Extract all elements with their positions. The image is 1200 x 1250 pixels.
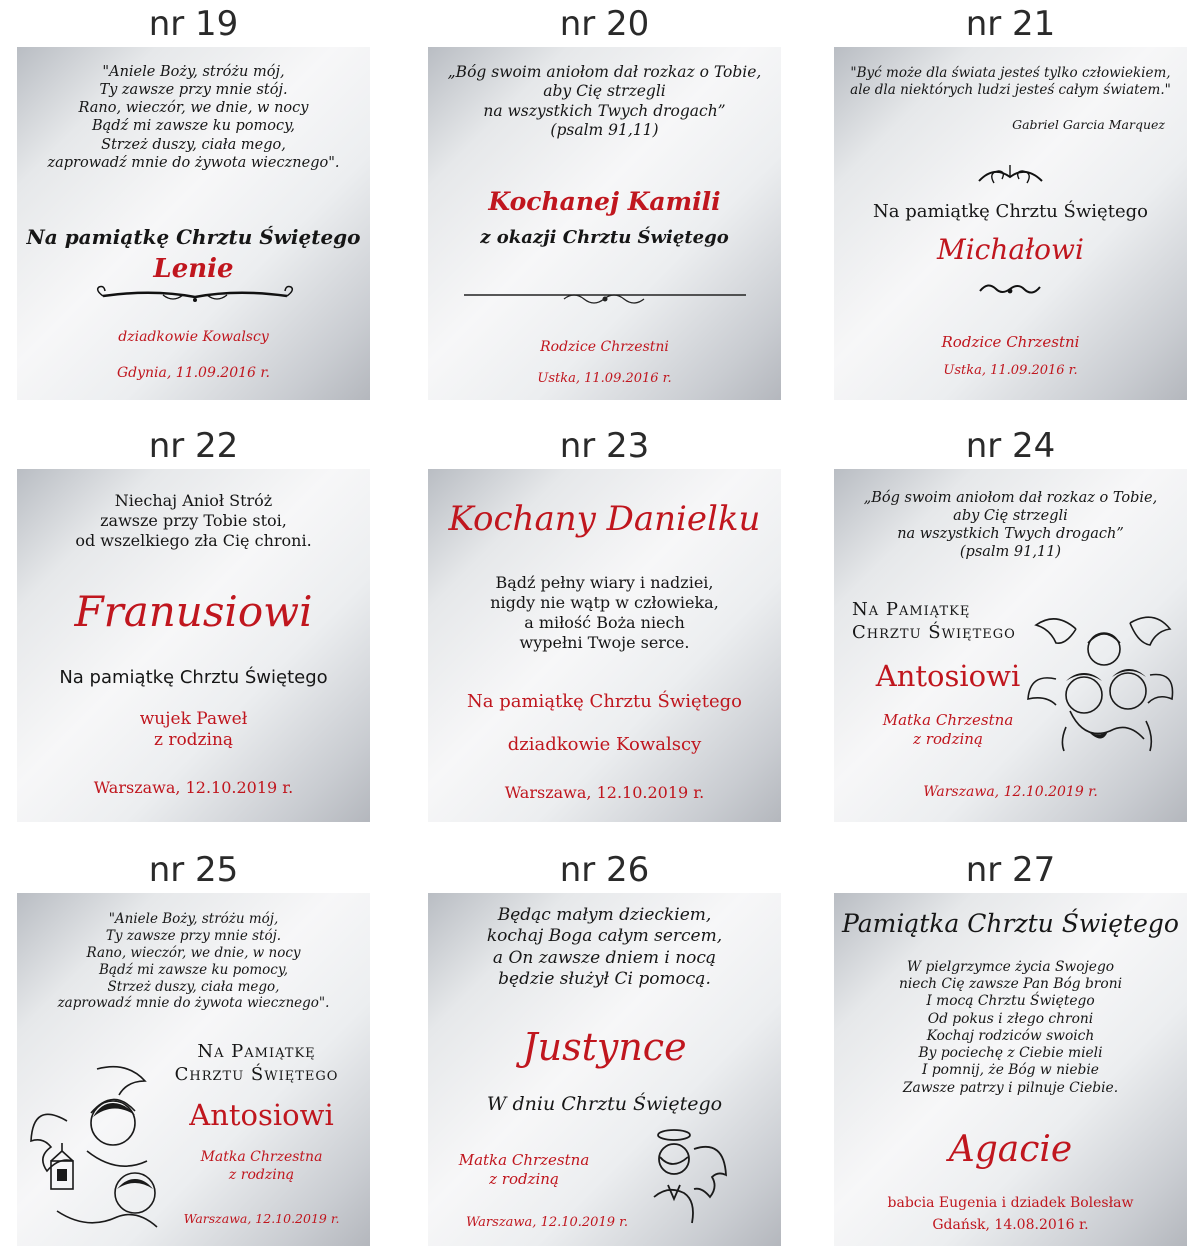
plate-19-from: dziadkowie Kowalscy — [118, 329, 269, 345]
plate-19-headline: Na pamiątkę Chrztu Świętego — [26, 225, 361, 249]
plate-19-date: Gdynia, 11.09.2016 r. — [116, 365, 270, 381]
plate-22-headline: Na pamiątkę Chrztu Świętego — [59, 667, 328, 688]
label-nr-23: nr 23 — [559, 426, 650, 466]
plate-24-name: Antosiowi — [875, 659, 1021, 693]
plate-24-verse: „Bóg swoim aniołom dał rozkaz o Tobie, aby Cię strzegli na wszystkich Twych drogach” (psalm 91,11) — [863, 490, 1158, 561]
plate-nr-27 — [834, 893, 1187, 1246]
plate-nr-19 — [17, 47, 370, 400]
plate-25-from: Matka Chrzestna z rodziną — [200, 1149, 323, 1183]
plate-20-from: Rodzice Chrzestni — [540, 339, 669, 355]
plate-23-headline: Na pamiątkę Chrztu Świętego — [467, 691, 742, 712]
plate-21-author: Gabriel Garcia Marquez — [1012, 117, 1165, 132]
plate-26-date: Warszawa, 12.10.2019 r. — [465, 1215, 629, 1230]
plate-21-headline: Na pamiątkę Chrztu Świętego — [873, 201, 1148, 222]
plate-nr-24 — [834, 469, 1187, 822]
plate-27-date: Gdańsk, 14.08.2016 r. — [932, 1217, 1089, 1233]
label-nr-22: nr 22 — [148, 426, 239, 466]
plate-24-from: Matka Chrzestna z rodziną — [882, 711, 1014, 748]
plate-nr-23 — [428, 469, 781, 822]
plate-21-from: Rodzice Chrzestni — [941, 333, 1080, 351]
plate-20-date: Ustka, 11.09.2016 r. — [537, 371, 672, 386]
plate-25-date: Warszawa, 12.10.2019 r. — [183, 1211, 340, 1226]
plate-26-name: Justynce — [522, 1025, 687, 1069]
plate-22-from: wujek Paweł z rodziną — [139, 709, 248, 751]
plate-20-verse: „Bóg swoim aniołom dał rozkaz o Tobie, aby Cię strzegli na wszystkich Twych drogach” (psalm 91,11) — [447, 63, 762, 140]
plate-22-verse: Niechaj Anioł Stróż zawsze przy Tobie stoi, od wszelkiego zła Cię chroni. — [75, 491, 312, 550]
plate-19-name: Lenie — [153, 254, 234, 284]
plate-nr-26 — [428, 893, 781, 1246]
divider-ornament-icon — [93, 285, 297, 307]
flourish-ornament-icon — [974, 157, 1047, 193]
label-nr-27: nr 27 — [965, 850, 1056, 890]
plate-22-name: Franusiowi — [74, 587, 313, 636]
plate-27-name: Agacie — [948, 1129, 1073, 1170]
plate-23-date: Warszawa, 12.10.2019 r. — [504, 783, 705, 802]
plate-22-date: Warszawa, 12.10.2019 r. — [93, 778, 294, 797]
plate-25-name: Antosiowi — [189, 1098, 334, 1132]
plate-27-verse: W pielgrzymce życia Swojego niech Cię zawsze Pan Bóg broni I mocą Chrztu Świętego Od pokus i złego chroni Kochaj rodziców swoich By pociechę z Ciebie mieli I pomnij, że Bóg w niebie Zawsze patrzy i pilnuje Ciebie. — [898, 959, 1123, 1096]
plate-27-title: Pamiątka Chrztu Świętego — [842, 909, 1179, 938]
scroll-ornament-icon — [974, 279, 1047, 303]
plate-20-occasion: z okazji Chrztu Świętego — [480, 227, 729, 248]
divider-line-ornament-icon — [464, 287, 746, 309]
plate-26-occasion: W dniu Chrztu Świętego — [486, 1093, 723, 1115]
plate-nr-25 — [17, 893, 370, 1246]
label-nr-26: nr 26 — [559, 850, 650, 890]
plate-23-from: dziadkowie Kowalscy — [507, 734, 702, 755]
plate-26-verse: Będąc małym dzieckiem, kochaj Boga całym sercem, a On zawsze dniem i nocą będzie służył Ci pomocą. — [486, 905, 723, 989]
plate-21-quote: "Być może dla świata jesteś tylko człowiekiem, ale dla niektórych ludzi jesteś całym światem." — [850, 65, 1171, 98]
label-nr-24: nr 24 — [965, 426, 1056, 466]
plate-20-name: Kochanej Kamili — [488, 187, 721, 216]
label-nr-19: nr 19 — [148, 4, 239, 44]
label-nr-25: nr 25 — [148, 850, 239, 890]
plate-24-date: Warszawa, 12.10.2019 r. — [923, 784, 1098, 800]
plate-25-verse: "Aniele Boży, stróżu mój, Ty zawsze przy mnie stój. Rano, wieczór, we dnie, w nocy Bądź mi zawsze ku pomocy, Strzeż duszy, ciała mego, zaprowadź mnie do żywota wiecznego". — [57, 911, 330, 1012]
label-nr-20: nr 20 — [559, 4, 650, 44]
plate-26-from: Matka Chrzestna z rodziną — [458, 1151, 590, 1188]
plate-nr-20 — [428, 47, 781, 400]
plate-27-from: babcia Eugenia i dziadek Bolesław — [887, 1195, 1134, 1211]
plate-21-name: Michałowi — [937, 233, 1084, 266]
angel-with-lantern-illustration-icon — [27, 1061, 177, 1243]
plate-19-verse: "Aniele Boży, stróżu mój, Ty zawsze przy mnie stój. Rano, wieczór, we dnie, w nocy Bądź mi zawsze ku pomocy, Strzeż duszy, ciała mego, zaprowadź mnie do żywota wiecznego". — [47, 64, 340, 171]
plate-23-verse: Bądź pełny wiary i nadziei, nigdy nie wątp w człowieka, a miłość Boża niech wypełni Twoje serce. — [490, 573, 719, 652]
plate-24-headline: Na Pamiątkę Chrztu Świętego — [852, 599, 1016, 643]
plate-21-date: Ustka, 11.09.2016 r. — [943, 363, 1078, 378]
praying-angel-illustration-icon — [640, 1127, 732, 1227]
plate-23-name: Kochany Danielku — [448, 499, 761, 539]
plate-nr-21 — [834, 47, 1187, 400]
plate-25-headline: Na Pamiątkę Chrztu Świętego — [174, 1041, 339, 1085]
plate-nr-22 — [17, 469, 370, 822]
label-nr-21: nr 21 — [965, 4, 1056, 44]
